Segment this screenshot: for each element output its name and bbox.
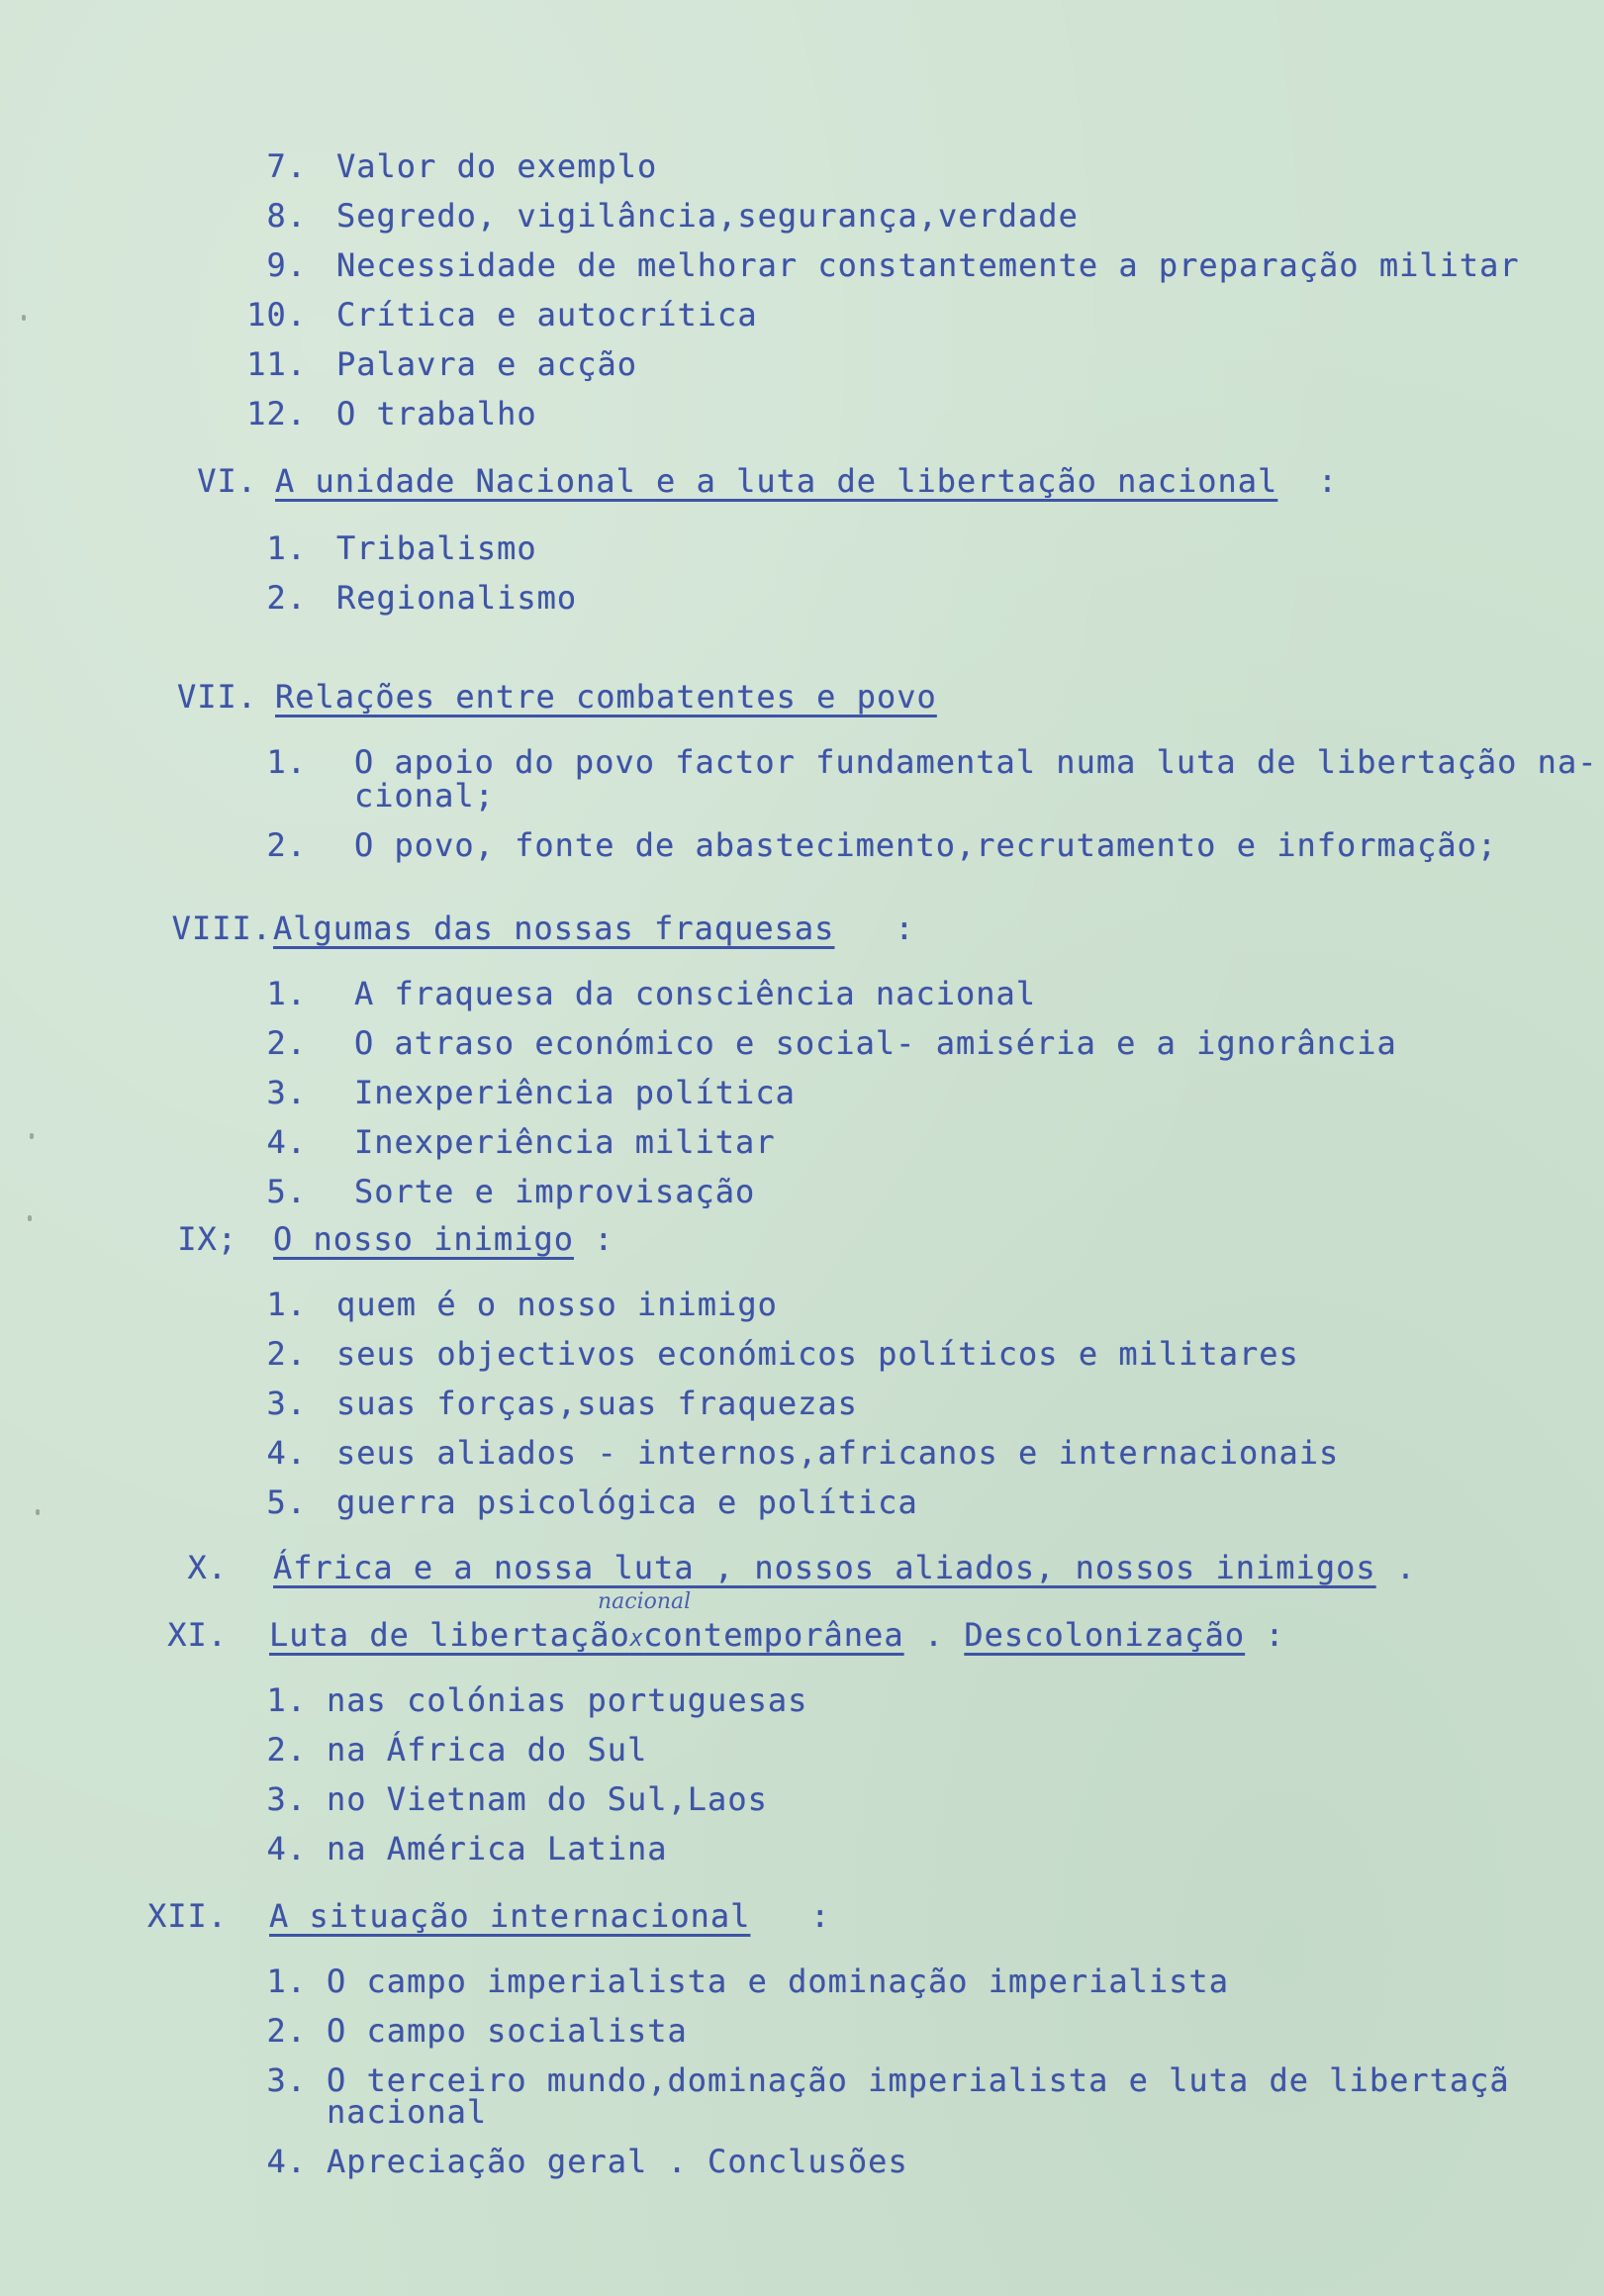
- heading-title: Algumas das nossas fraquesas: [273, 909, 835, 947]
- heading-title: O nosso inimigo: [273, 1220, 574, 1258]
- paper-speck: [30, 1133, 34, 1139]
- paper-speck: [22, 315, 26, 321]
- heading-title: África e a nossa luta , nossos aliados, nossos inimigos: [273, 1549, 1376, 1586]
- heading-title: Luta de libertação𝘟contemporânea: [269, 1616, 904, 1654]
- paper-speck: [28, 1215, 32, 1221]
- paper-speck: [36, 1509, 40, 1515]
- heading-title: A unidade Nacional e a luta de libertação nacional: [275, 462, 1278, 500]
- document-page: 7. Valor do exemplo 8. Segredo, vigilância,segurança,verdade 9. Necessidade de melhorar constantemente a preparação militar 10. Crítica e autocrítica 11. Palavra e acção 12. O trabalho VI. A unidade Nacional e a luta de libertação nacional : 1. Tribalismo 2. Regionalismo VII. Relações entre combatentes e povo 1. O apoio do povo factor fundamental numa luta de libertação na- cional; 2. O povo, fonte de abastecimento,recrutamento e informação; VIII. Algumas das nossas fraquesas : 1. A fraquesa da consciência nacional 2. O atraso económico e social- amiséria e a ignorância 3. Inexperiência política 4. Inexperiência militar 5. Sorte e improvisação IX; O nosso inimigo : 1. quem é o nosso inimigo 2. seus objectivos económicos políticos e militares 3. suas forças,suas fraquezas 4. seus aliados - internos,africanos e internacionais 5. guerra psicológica e política X. África e a nossa luta , nossos aliados, nossos inimigos . nacional XI. Luta de libertação𝘟contemporânea . Descolonização : 1. nas colónias portuguesas 2. na África do Sul 3. no Vietnam do Sul,Laos 4. na América Latina XII. A situação internacional : 1. O campo imperialista e dominação imperialista 2. O campo socialista 3. O terceiro mundo,dominação imperialista e luta de libertaçã nacional 4. Apreciação geral . Conclusões: [0, 0, 1604, 2296]
- handwritten-annotation: nacional: [598, 1589, 692, 1614]
- heading-title: A situação internacional: [269, 1897, 751, 1935]
- heading-title: Relações entre combatentes e povo: [275, 678, 937, 716]
